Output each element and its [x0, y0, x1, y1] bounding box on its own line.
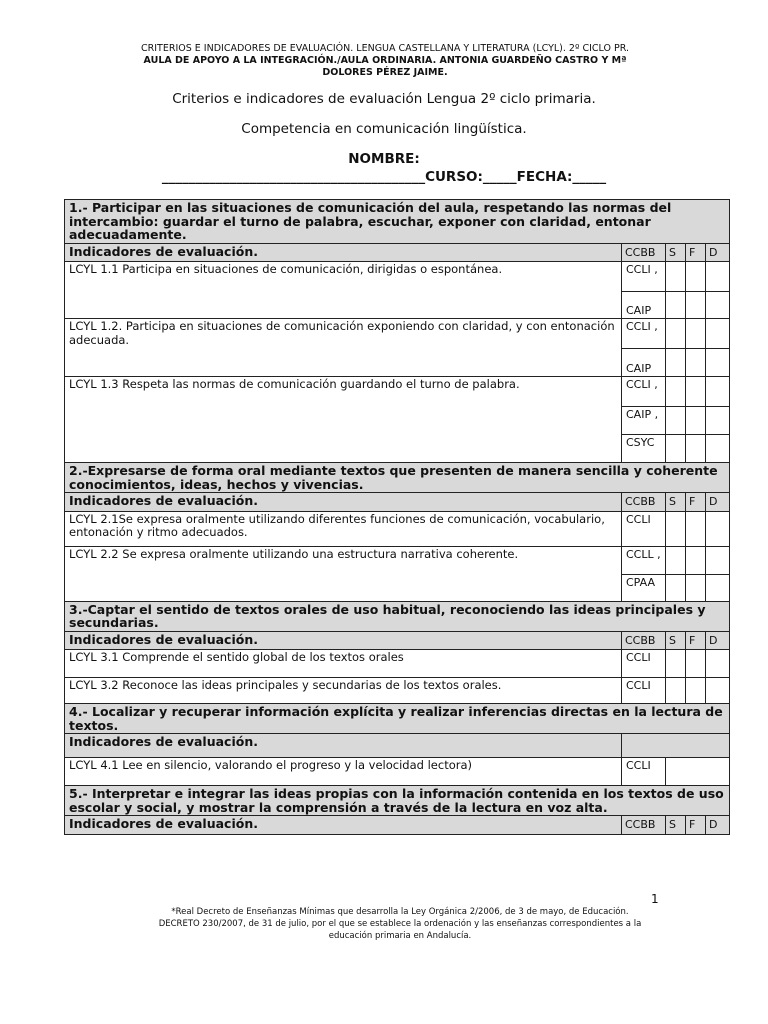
f-cell[interactable] — [686, 435, 706, 463]
f-header: F — [686, 243, 706, 262]
page-number: 1 — [651, 892, 659, 906]
ccbb-header: CCBB — [622, 493, 666, 512]
criterion-row — [65, 786, 730, 816]
d-cell[interactable] — [706, 650, 730, 678]
competence-cell: CCLI — [622, 758, 666, 786]
criterion-text: 4.- Localizar y recuperar información explícita y realizar inferencias directas en la lectura de textos. — [65, 704, 730, 734]
header-line-2: AULA DE APOYO A LA INTEGRACIÓN./AULA ORDINARIA. ANTONIA GUARDEÑO CASTRO Y Mª — [143, 55, 627, 66]
indicator-text: LCYL 2.2 Se expresa oralmente utilizando una estructura narrativa coherente. — [65, 546, 622, 601]
criterion-row — [65, 200, 730, 244]
indicators-header: Indicadores de evaluación. — [65, 734, 622, 758]
s-header: S — [666, 493, 686, 512]
d-cell[interactable] — [706, 377, 730, 407]
indicator-header-row — [65, 816, 730, 835]
s-cell[interactable] — [666, 574, 686, 601]
header-line-3: DOLORES PÉREZ JAIME. — [322, 67, 448, 78]
f-cell[interactable] — [686, 319, 706, 349]
s-cell[interactable] — [666, 511, 686, 546]
f-cell[interactable] — [686, 678, 706, 704]
sfd-cell[interactable] — [666, 758, 730, 786]
indicator-text: LCYL 1.3 Respeta las normas de comunicación guardando el turno de palabra. — [65, 377, 622, 463]
s-cell[interactable] — [666, 407, 686, 435]
s-header: S — [666, 631, 686, 650]
competence-cell: CPAA — [622, 574, 666, 601]
evaluation-table — [64, 199, 730, 835]
footnote — [150, 906, 650, 942]
d-cell[interactable] — [706, 319, 730, 349]
s-cell[interactable] — [666, 678, 686, 704]
criterion-row — [65, 601, 730, 631]
competence-cell: CCLI , — [622, 377, 666, 407]
footnote-text: *Real Decreto de Enseñanzas Mínimas que desarrolla la Ley Orgánica 2/2006, de 3 de mayo, de Educación. DECRETO 230/2007, de 31 de julio, por el que se establece la ordenación y las enseñanzas correspondientes a la educación primaria en Andalucía. — [158, 907, 642, 941]
d-cell[interactable] — [706, 349, 730, 377]
d-header: D — [706, 243, 730, 262]
f-cell[interactable] — [686, 349, 706, 377]
competence-cell: CAIP — [622, 292, 666, 319]
d-cell[interactable] — [706, 292, 730, 319]
s-cell[interactable] — [666, 377, 686, 407]
ccbb-header: CCBB — [622, 243, 666, 262]
competence-cell: CSYC — [622, 435, 666, 463]
s-cell[interactable] — [666, 319, 686, 349]
f-header: F — [686, 816, 706, 835]
d-cell[interactable] — [706, 511, 730, 546]
s-header: S — [666, 243, 686, 262]
page-subtitle: Competencia en comunicación lingüística. — [241, 121, 527, 137]
empty-header-cell — [622, 734, 730, 758]
indicator-header-row — [65, 734, 730, 758]
f-cell[interactable] — [686, 262, 706, 292]
indicator-text: LCYL 3.2 Reconoce las ideas principales y secundarias de los textos orales. — [65, 678, 622, 704]
d-cell[interactable] — [706, 435, 730, 463]
competence-cell: CCLI , — [622, 262, 666, 292]
f-header: F — [686, 493, 706, 512]
ccbb-header: CCBB — [622, 631, 666, 650]
indicator-header-row — [65, 493, 730, 512]
form-fields-line: _______________________________________CURSO:_____FECHA:_____ — [161, 169, 607, 185]
competence-cell: CCLI — [622, 650, 666, 678]
d-cell[interactable] — [706, 574, 730, 601]
f-cell[interactable] — [686, 292, 706, 319]
competence-cell: CAIP , — [622, 407, 666, 435]
criterion-row — [65, 463, 730, 493]
indicator-text: LCYL 1.1 Participa en situaciones de comunicación, dirigidas o espontánea. — [65, 262, 622, 319]
nombre-label: NOMBRE: — [348, 151, 420, 167]
s-cell[interactable] — [666, 349, 686, 377]
criterion-text: 3.-Captar el sentido de textos orales de uso habitual, reconociendo las ideas principales y secundarias. — [65, 601, 730, 631]
indicator-row — [65, 377, 730, 407]
indicator-row — [65, 319, 730, 349]
indicator-row — [65, 262, 730, 292]
indicator-text: LCYL 2.1Se expresa oralmente utilizando diferentes funciones de comunicación, vocabulario, entonación y ritmo adecuados. — [65, 511, 622, 546]
ccbb-header: CCBB — [622, 816, 666, 835]
indicators-header: Indicadores de evaluación. — [65, 816, 622, 835]
competence-cell: CCLI — [622, 678, 666, 704]
f-cell[interactable] — [686, 574, 706, 601]
competence-cell: CCLI , — [622, 319, 666, 349]
f-cell[interactable] — [686, 511, 706, 546]
indicator-header-row — [65, 631, 730, 650]
indicator-row — [65, 650, 730, 678]
d-cell[interactable] — [706, 546, 730, 574]
indicator-header-row — [65, 243, 730, 262]
s-cell[interactable] — [666, 546, 686, 574]
s-cell[interactable] — [666, 435, 686, 463]
document-header — [60, 43, 710, 79]
indicator-text: LCYL 1.2. Participa en situaciones de comunicación exponiendo con claridad, y con entonación adecuada. — [65, 319, 622, 377]
s-cell[interactable] — [666, 262, 686, 292]
d-cell[interactable] — [706, 407, 730, 435]
d-header: D — [706, 816, 730, 835]
indicator-row — [65, 511, 730, 546]
f-cell[interactable] — [686, 377, 706, 407]
page-title: Criterios e indicadores de evaluación Lengua 2º ciclo primaria. — [172, 91, 596, 107]
criterion-text: 5.- Interpretar e integrar las ideas propias con la información contenida en los textos de uso escolar y social, y mostrar la comprensión a través de la lectura en voz alta. — [65, 786, 730, 816]
d-cell[interactable] — [706, 262, 730, 292]
indicator-row — [65, 546, 730, 574]
indicator-text: LCYL 4.1 Lee en silencio, valorando el progreso y la velocidad lectora) — [65, 758, 622, 786]
f-cell[interactable] — [686, 650, 706, 678]
d-cell[interactable] — [706, 678, 730, 704]
indicators-header: Indicadores de evaluación. — [65, 243, 622, 262]
criterion-row — [65, 704, 730, 734]
indicator-text: LCYL 3.1 Comprende el sentido global de los textos orales — [65, 650, 622, 678]
header-line-1: CRITERIOS E INDICADORES DE EVALUACIÓN. LENGUA CASTELLANA Y LITERATURA (LCYL). 2º CICLO PR. — [141, 43, 629, 54]
criterion-text: 1.- Participar en las situaciones de comunicación del aula, respetando las normas del intercambio: guardar el turno de palabra, escuchar, exponer con claridad, entonar adecuadamente. — [65, 200, 730, 244]
s-header: S — [666, 816, 686, 835]
f-header: F — [686, 631, 706, 650]
indicator-row — [65, 758, 730, 786]
indicator-row — [65, 678, 730, 704]
indicators-header: Indicadores de evaluación. — [65, 631, 622, 650]
d-header: D — [706, 493, 730, 512]
competence-cell: CCLI — [622, 511, 666, 546]
competence-cell: CAIP — [622, 349, 666, 377]
s-cell[interactable] — [666, 650, 686, 678]
indicators-header: Indicadores de evaluación. — [65, 493, 622, 512]
criterion-text: 2.-Expresarse de forma oral mediante textos que presenten de manera sencilla y coherente conocimientos, ideas, hechos y vivencias. — [65, 463, 730, 493]
s-cell[interactable] — [666, 292, 686, 319]
f-cell[interactable] — [686, 546, 706, 574]
f-cell[interactable] — [686, 407, 706, 435]
d-header: D — [706, 631, 730, 650]
competence-cell: CCLL , — [622, 546, 666, 574]
